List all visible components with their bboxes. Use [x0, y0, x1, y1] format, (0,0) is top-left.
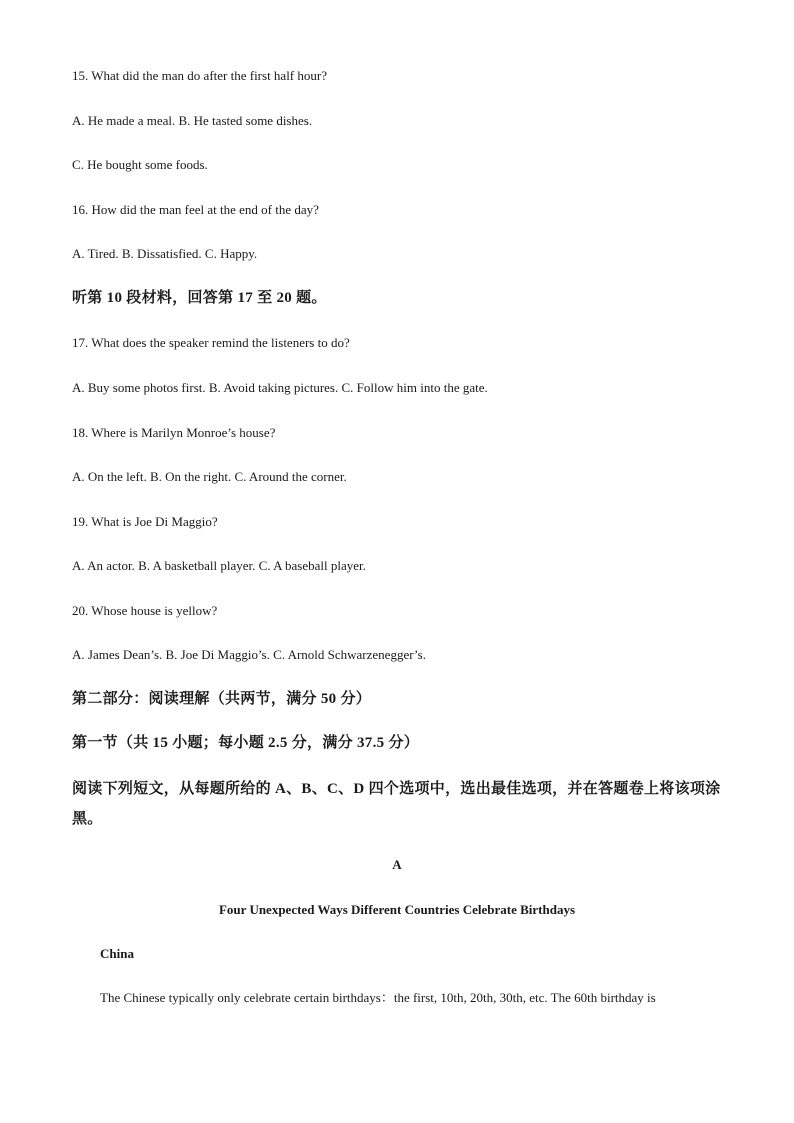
- question-18: 18. Where is Marilyn Monroe’s house?: [72, 425, 276, 440]
- question-15-option-c: C. He bought some foods.: [72, 157, 208, 172]
- question-16-options: A. Tired. B. Dissatisfied. C. Happy.: [72, 246, 258, 261]
- question-17: 17. What does the speaker remind the listeners to do?: [72, 335, 350, 350]
- china-paragraph: The Chinese typically only celebrate certain birthdays：the first, 10th, 20th, 30th, etc. The 60th birthday is: [100, 990, 656, 1005]
- question-20: 20. Whose house is yellow?: [72, 603, 218, 618]
- passage-letter: A: [392, 857, 402, 872]
- subheading-china: China: [100, 946, 134, 961]
- reading-instructions: 阅读下列短文，从每题所给的 A、B、C、D 四个选项中，选出最佳选项，并在答题卷上将该项涂黑。: [72, 781, 721, 827]
- section-10-heading: 听第 10 段材料，回答第 17 至 20 题。: [72, 290, 327, 306]
- part-2-heading: 第二部分：阅读理解（共两节，满分 50 分）: [72, 691, 372, 707]
- question-15-options-ab: A. He made a meal. B. He tasted some dishes.: [72, 113, 313, 128]
- question-19-options: A. An actor. B. A basketball player. C. A baseball player.: [72, 558, 366, 573]
- question-16: 16. How did the man feel at the end of the day?: [72, 202, 319, 217]
- question-20-options: A. James Dean’s. B. Joe Di Maggio’s. C. Arnold Schwarzenegger’s.: [72, 647, 426, 662]
- question-17-options: A. Buy some photos first. B. Avoid taking pictures. C. Follow him into the gate.: [72, 380, 488, 395]
- question-15: 15. What did the man do after the first half hour?: [72, 68, 327, 83]
- section-1-heading: 第一节（共 15 小题；每小题 2.5 分，满分 37.5 分）: [72, 735, 420, 751]
- passage-title: Four Unexpected Ways Different Countries Celebrate Birthdays: [218, 902, 576, 917]
- question-19: 19. What is Joe Di Maggio?: [72, 514, 218, 529]
- question-18-options: A. On the left. B. On the right. C. Around the corner.: [72, 469, 347, 484]
